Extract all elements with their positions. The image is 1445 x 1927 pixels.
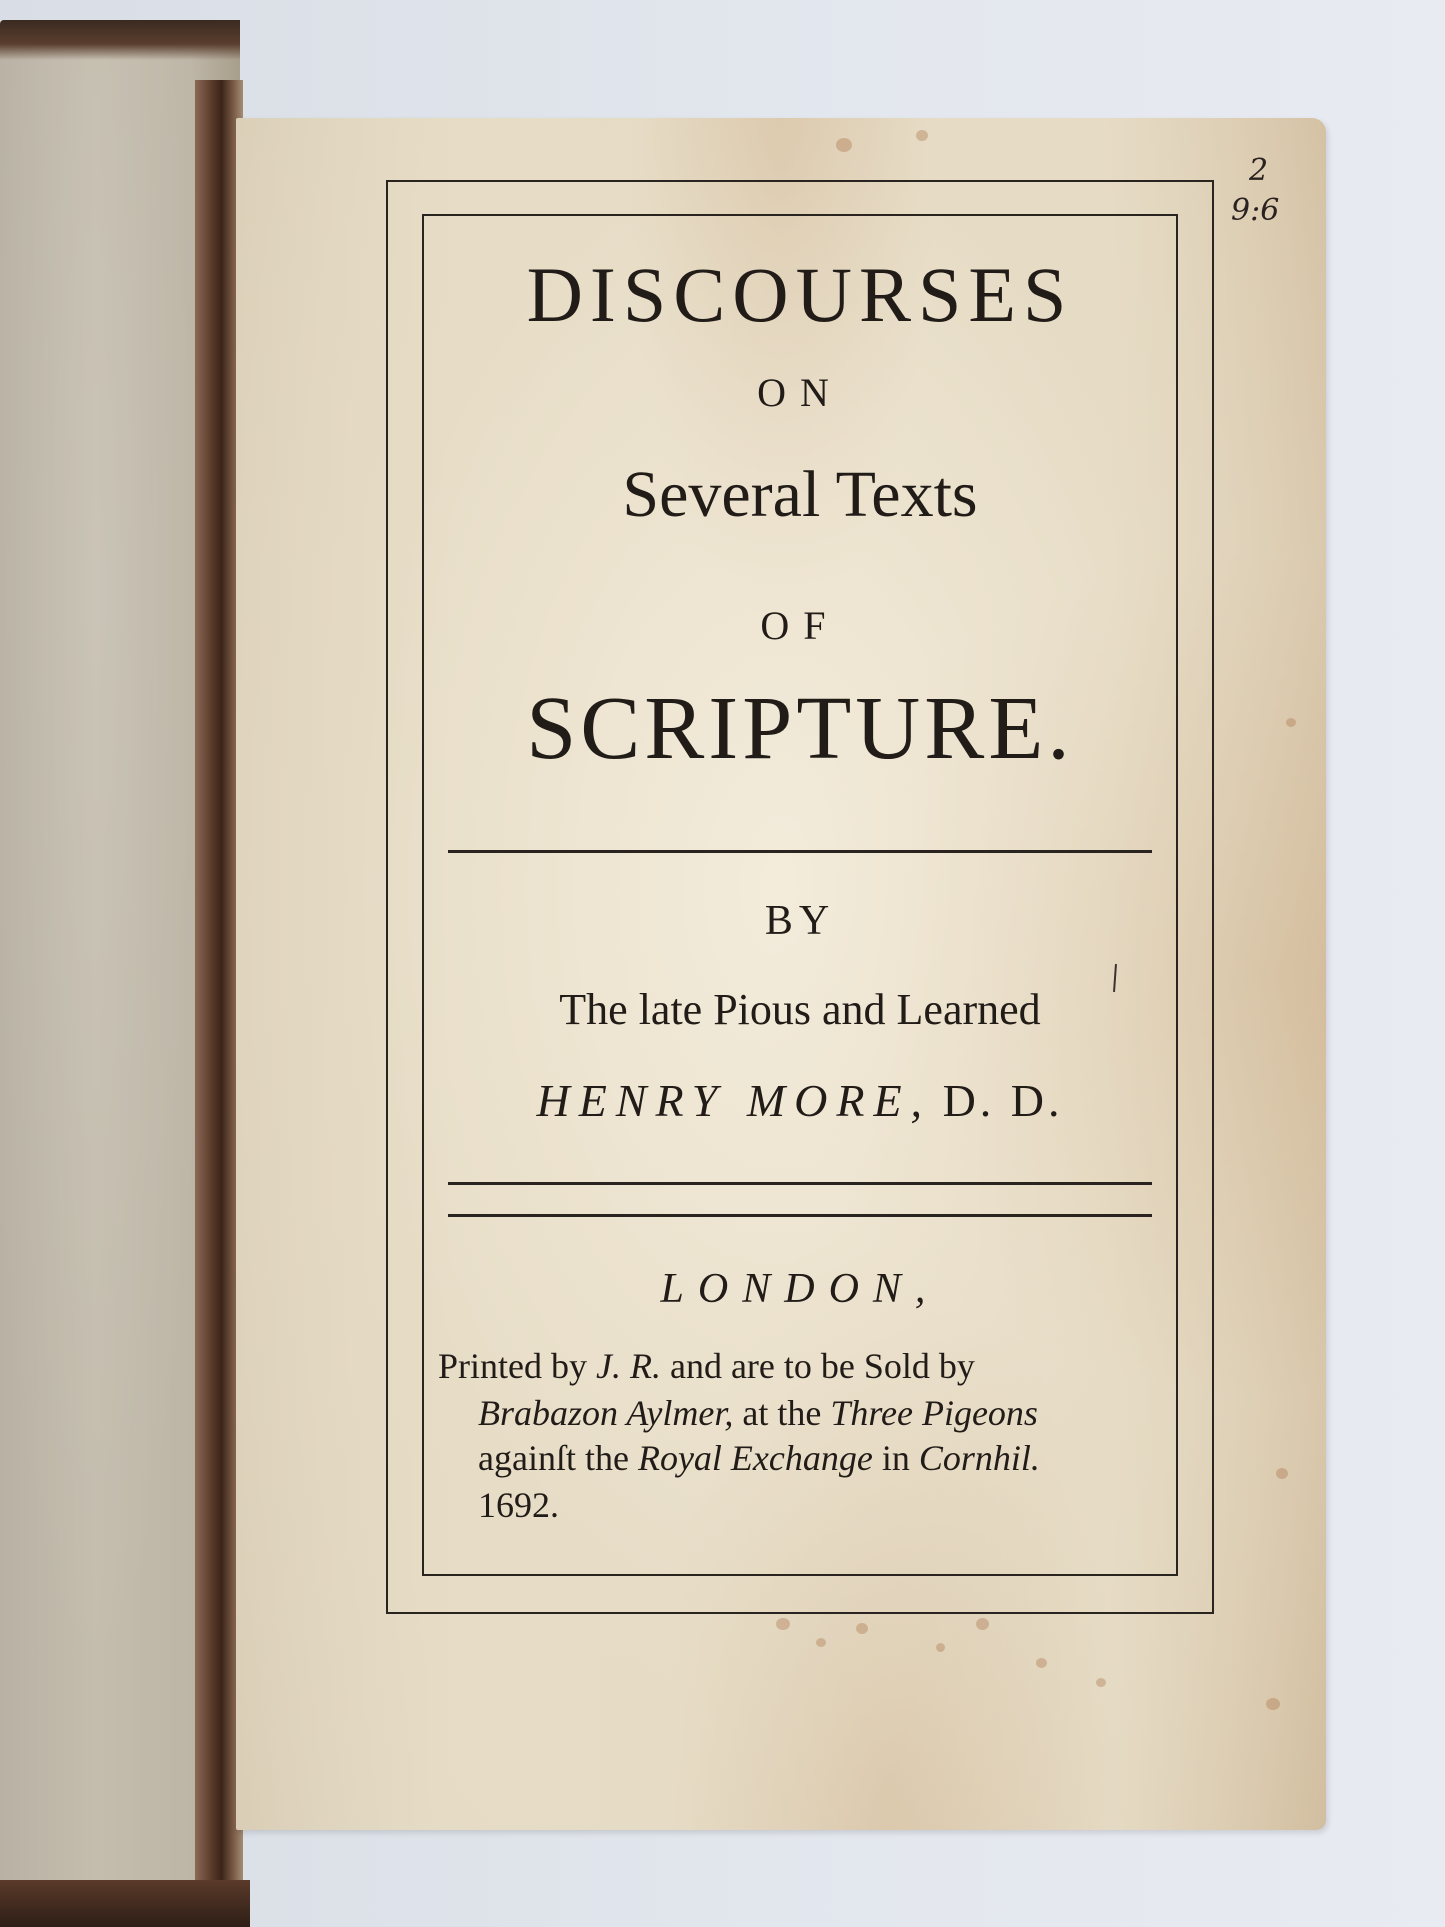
foxing-spot bbox=[916, 130, 928, 141]
author-name bbox=[422, 1075, 1178, 1126]
location-cornhil: Cornhil. bbox=[918, 1438, 1040, 1478]
shelfmark-bottom: 9:6 bbox=[1231, 193, 1280, 228]
title-line-of: OF bbox=[760, 603, 840, 648]
foxing-spot bbox=[1096, 1678, 1106, 1687]
imprint-text: in bbox=[872, 1438, 919, 1478]
imprint-place: LONDON, bbox=[660, 1266, 940, 1312]
foxing-spot bbox=[976, 1618, 989, 1630]
cover-top-edge bbox=[0, 20, 240, 60]
bookseller-name: Brabazon Aylmer, bbox=[478, 1393, 734, 1433]
handwritten-shelfmark bbox=[1221, 153, 1321, 246]
imprint-line-3 bbox=[478, 1440, 1218, 1476]
printer-initials: J. R. bbox=[596, 1346, 661, 1386]
imprint-text: and are to be Sold by bbox=[660, 1346, 975, 1386]
foxing-spot bbox=[1276, 1468, 1288, 1479]
foxing-spot bbox=[816, 1638, 826, 1647]
foxing-spot bbox=[936, 1643, 945, 1652]
foxing-spot bbox=[1036, 1658, 1047, 1668]
author-degree: D. D. bbox=[942, 1075, 1064, 1126]
by-line: BY bbox=[764, 898, 836, 944]
foxing-spot bbox=[1286, 718, 1296, 727]
double-rule-bottom bbox=[448, 1214, 1152, 1217]
imprint-text: at the bbox=[733, 1393, 831, 1433]
foxing-spot bbox=[776, 1618, 790, 1630]
location-royal-exchange: Royal Exchange bbox=[637, 1438, 873, 1478]
imprint-text: againſt the bbox=[478, 1438, 638, 1478]
shelfmark-top: 2 bbox=[1249, 153, 1269, 188]
shop-sign: Three Pigeons bbox=[830, 1393, 1038, 1433]
cover-bottom-edge bbox=[0, 1880, 250, 1927]
title-line-several-texts: Several Texts bbox=[622, 458, 978, 531]
imprint-year: 1692. bbox=[478, 1485, 559, 1525]
author-name-italic: HENRY MORE, bbox=[536, 1075, 932, 1126]
title-line-scripture: SCRIPTURE. bbox=[526, 679, 1074, 778]
double-rule-top bbox=[448, 1182, 1152, 1185]
imprint-line-1 bbox=[438, 1348, 1178, 1384]
foxing-spot bbox=[836, 138, 852, 152]
title-line-on: ON bbox=[757, 370, 843, 415]
imprint-text: Printed by bbox=[438, 1346, 596, 1386]
foxing-spot bbox=[1266, 1698, 1280, 1710]
title-line-discourses: DISCOURSES bbox=[526, 251, 1074, 338]
divider-rule bbox=[448, 850, 1152, 853]
author-description: The late Pious and Learned bbox=[559, 985, 1041, 1034]
title-page bbox=[236, 118, 1326, 1830]
imprint-line-2 bbox=[478, 1395, 1218, 1431]
foxing-spot bbox=[856, 1623, 868, 1634]
